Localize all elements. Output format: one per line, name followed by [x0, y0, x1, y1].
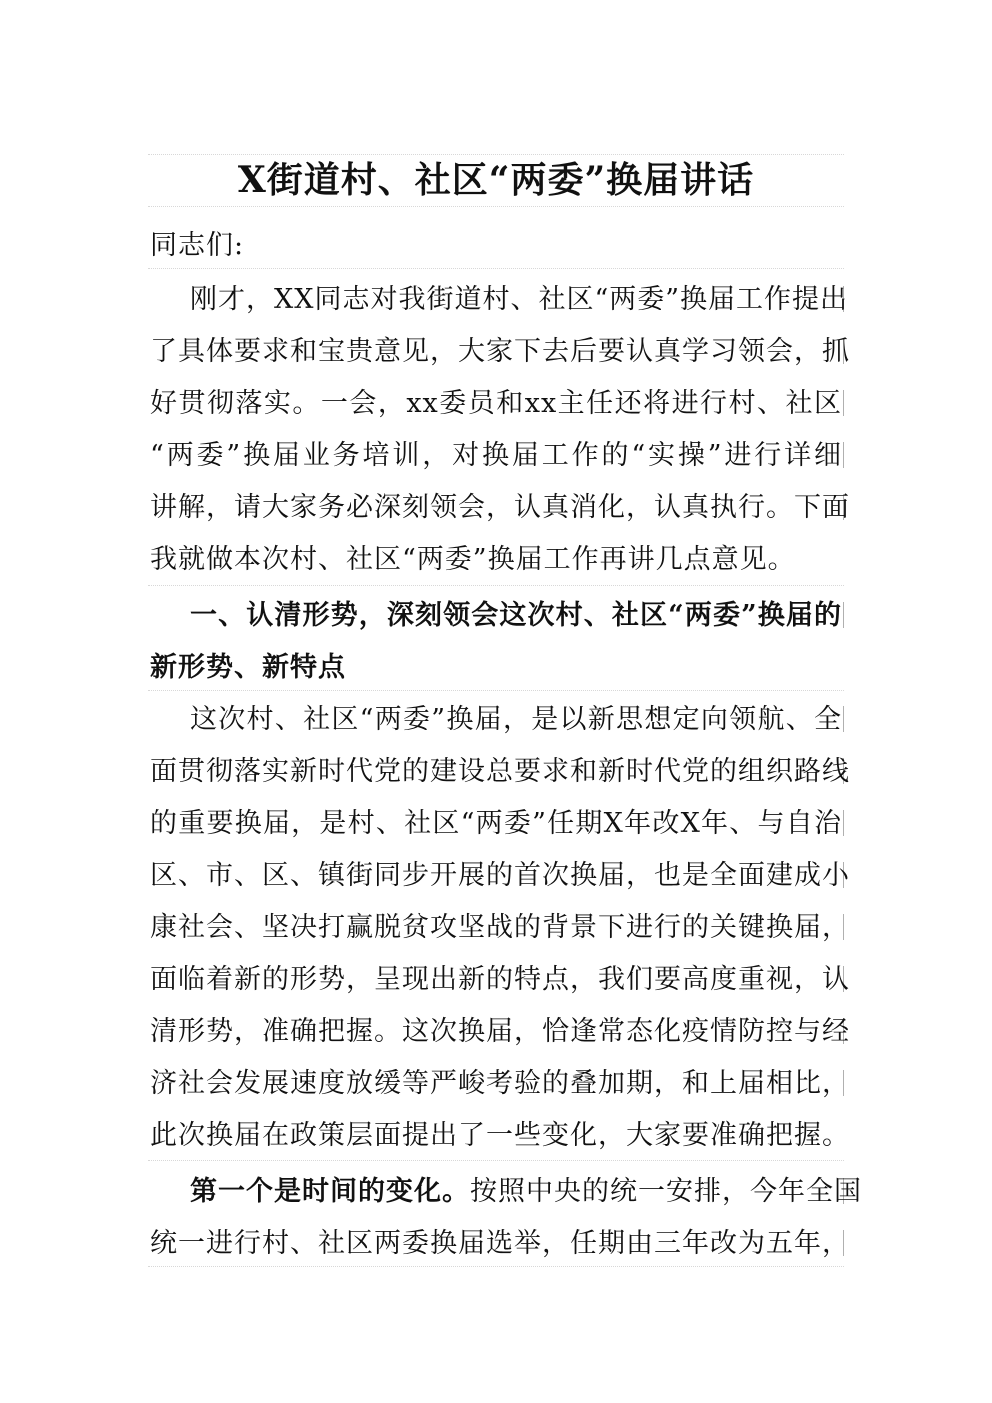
- paragraph-line: 刚才，XX同志对我街道村、社区“两委”换届工作提出: [190, 284, 849, 315]
- paragraph-line: 康社会、坚决打赢脱贫攻坚战的背景下进行的关键换届，: [150, 912, 850, 943]
- guide-line: [148, 585, 844, 586]
- paragraph-lead: 第一个是时间的变化。: [190, 1176, 470, 1207]
- section-heading: 一、认清形势，深刻领会这次村、社区“两委”换届的: [190, 600, 842, 631]
- paragraph-line: 了具体要求和宝贵意见，大家下去后要认真学习领会，抓: [150, 336, 850, 367]
- paragraph-text: 按照中央的统一安排，今年全国: [470, 1176, 862, 1207]
- margin-mark: [843, 706, 844, 732]
- guide-line: [148, 690, 844, 691]
- paragraph-line: 济社会发展速度放缓等严峻考验的叠加期，和上届相比，: [150, 1068, 850, 1099]
- paragraph-line: [150, 1174, 862, 1210]
- paragraph-line: 统一进行村、社区两委换届选举，任期由三年改为五年，: [150, 1228, 850, 1259]
- margin-mark: [843, 442, 844, 468]
- paragraph-line: 讲解，请大家务必深刻领会，认真消化，认真执行。下面: [150, 492, 850, 523]
- paragraph-line: 清形势，准确把握。这次换届，恰逢常态化疫情防控与经: [150, 1016, 850, 1047]
- paragraph-line: 区、市、区、镇街同步开展的首次换届，也是全面建成小: [150, 860, 850, 891]
- guide-line: [148, 1266, 844, 1267]
- paragraph-line: 的重要换届，是村、社区“两委”任期X年改X年、与自治: [150, 808, 842, 839]
- paragraph-line: 好贯彻落实。一会，xx委员和xx主任还将进行村、社区: [150, 388, 842, 419]
- paragraph-line: 我就做本次村、社区“两委”换届工作再讲几点意见。: [150, 544, 796, 575]
- margin-mark: [843, 390, 844, 416]
- paragraph-line: 面临着新的形势，呈现出新的特点，我们要高度重视，认: [150, 964, 850, 995]
- section-heading: 新形势、新特点: [150, 652, 346, 683]
- margin-mark: [843, 810, 844, 836]
- paragraph-line: 这次村、社区“两委”换届，是以新思想定向领航、全: [190, 704, 842, 735]
- salutation: 同志们:: [150, 230, 245, 261]
- paragraph-line: “两委”换届业务培训，对换届工作的“实操”进行详细: [150, 440, 842, 471]
- document-title: X街道村、社区“两委”换届讲话: [237, 159, 755, 201]
- paragraph-line: 此次换届在政策层面提出了一些变化，大家要准确把握。: [150, 1120, 850, 1151]
- guide-line: [148, 1160, 844, 1161]
- margin-mark: [843, 602, 844, 628]
- guide-line: [148, 206, 844, 207]
- paragraph-line: 面贯彻落实新时代党的建设总要求和新时代党的组织路线: [150, 756, 850, 787]
- guide-line: [148, 268, 844, 269]
